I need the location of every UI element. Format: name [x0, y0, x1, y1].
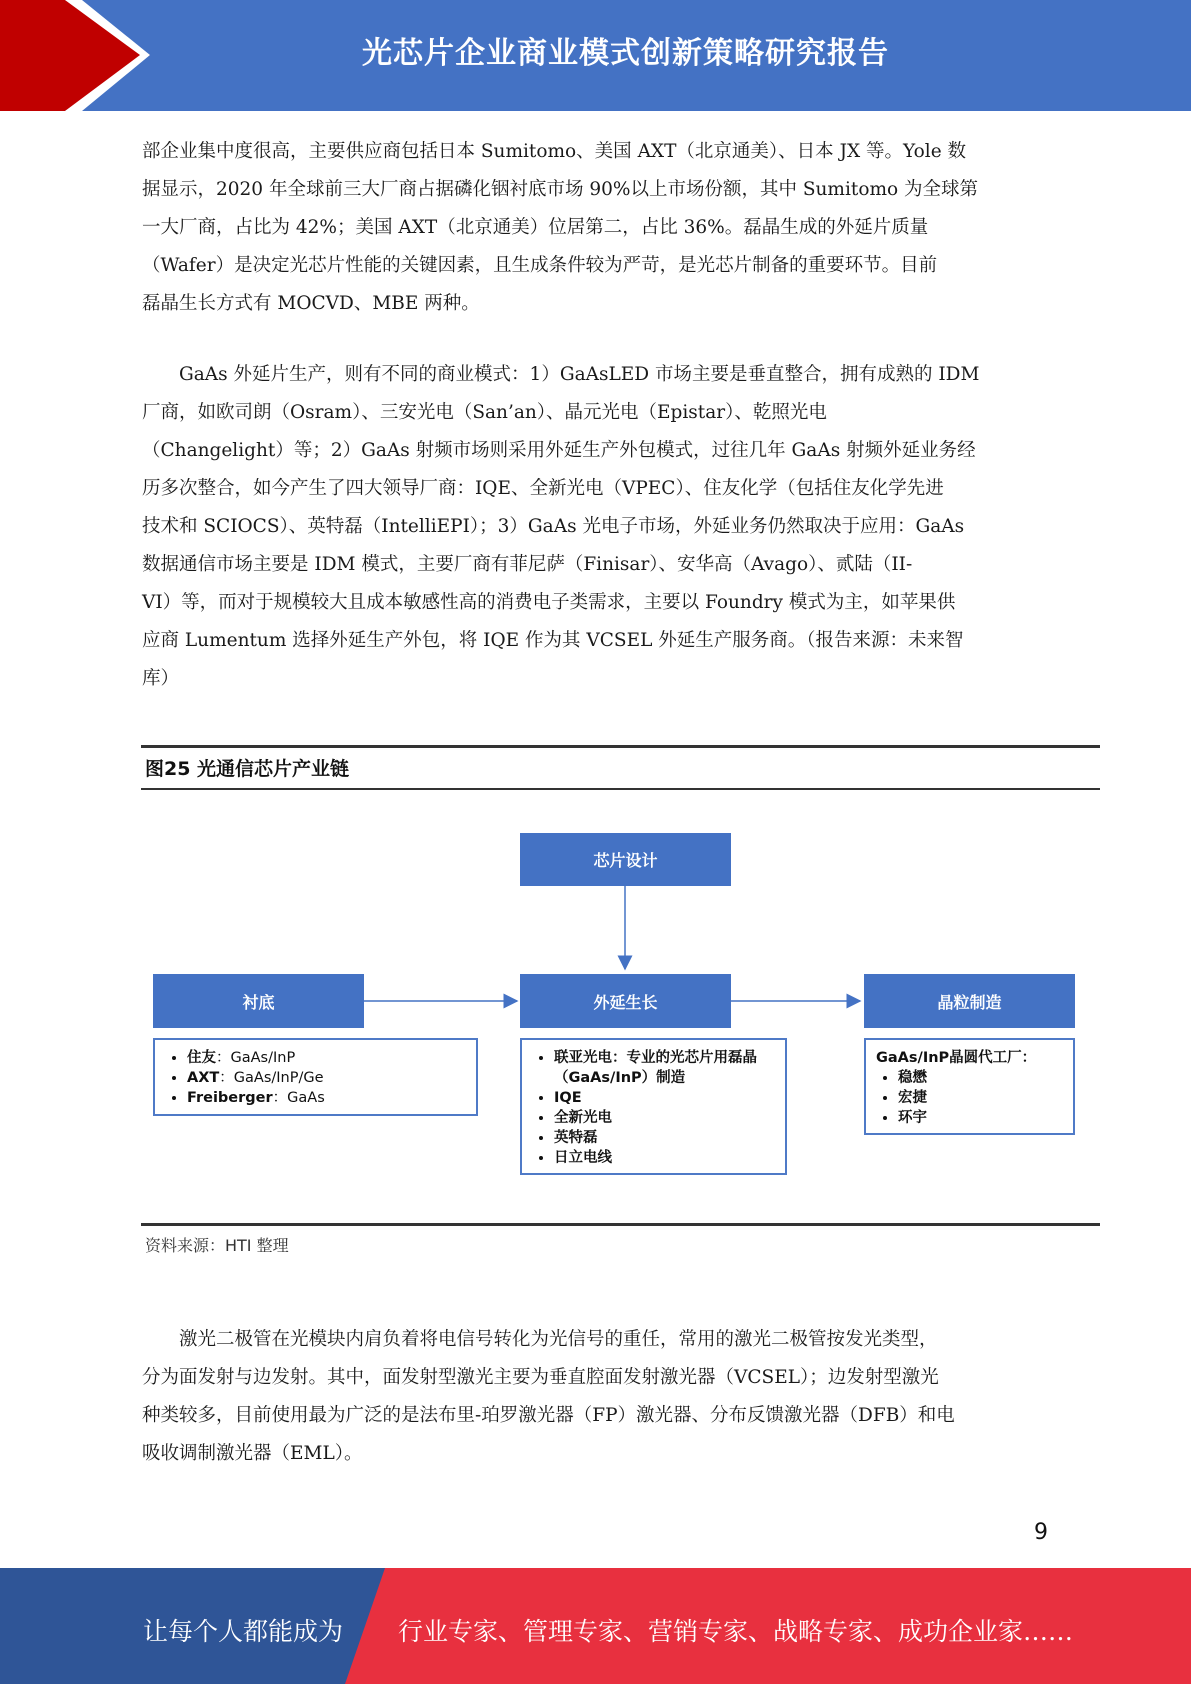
text-line: 据显示，2020 年全球前三大厂商占据磷化铟衬底市场 90%以上市场份额，其中 Sumitomo 为全球第	[142, 179, 979, 200]
text-line: 激光二极管在光模块内肩负着将电信号转化为光信号的重任，常用的激光二极管按发光类型，	[142, 1329, 938, 1350]
wafer-foundry-heading: GaAs/InP晶圆代工厂：	[876, 1050, 1037, 1066]
wafer-foundry-list	[864, 1038, 1075, 1135]
list-item: • 英特磊	[554, 1128, 775, 1148]
text-line: VI）等，而对于规模较大且成本敏感性高的消费电子类需求，主要以 Foundry 模式为主，如苹果供	[142, 592, 956, 613]
text-line: 库）	[142, 668, 180, 689]
text-line: （Changelight）等；2）GaAs 射频市场则采用外延生产外包模式，过往几年 GaAs 射频外延业务经	[142, 440, 976, 461]
page-footer	[0, 1568, 1191, 1684]
text-line: 数据通信市场主要是 IDM 模式，主要厂商有菲尼萨（Finisar）、安华高（Avago）、贰陆（II-	[142, 554, 913, 575]
text-line: 历多次整合，如今产生了四大领导厂商：IQE、全新光电（VPEC）、住友化学（包括住友化学先进	[142, 478, 944, 499]
text-line: 部企业集中度很高，主要供应商包括日本 Sumitomo、美国 AXT（北京通美）、日本 JX 等。Yole 数	[142, 141, 967, 162]
text-line: 吸收调制激光器（EML）。	[142, 1443, 363, 1464]
text-line: 磊晶生长方式有 MOCVD、MBE 两种。	[142, 293, 480, 314]
page-number: 9	[1034, 1520, 1048, 1545]
box-substrate: 衬底	[153, 974, 364, 1028]
list-item: • Freiberger：GaAs	[187, 1088, 466, 1108]
list-item: • 联亚光电：专业的光芯片用磊晶（GaAs/InP）制造	[554, 1048, 775, 1088]
footer-slogan-left: 让每个人都能成为	[143, 1617, 344, 1646]
text-line: 技术和 SCIOCS）、英特磊（IntelliEPI）；3）GaAs 光电子市场，外延业务仍然取决于应用：GaAs	[142, 516, 965, 537]
figure-source: 资料来源：HTI 整理	[145, 1236, 289, 1255]
text-line: （Wafer）是决定光芯片性能的关键因素，且生成条件较为严苛，是光芯片制备的重要环节。目前	[142, 255, 938, 276]
figure-bottom-rule	[141, 1223, 1100, 1226]
substrate-supplier-list	[153, 1038, 478, 1116]
text-line: 厂商，如欧司朗（Osram）、三安光电（San’an）、晶元光电（Epistar）、乾照光电	[142, 402, 827, 423]
list-item: • 全新光电	[554, 1108, 775, 1128]
list-item: • 住友：GaAs/InP	[187, 1048, 466, 1068]
header-title: 光芯片企业商业模式创新策略研究报告	[362, 36, 889, 71]
list-item: • 日立电线	[554, 1148, 775, 1168]
box-chip-design: 芯片设计	[520, 833, 731, 886]
figure-title: 图25 光通信芯片产业链	[145, 758, 350, 780]
list-item: • IQE	[554, 1088, 775, 1108]
text-line: 分为面发射与边发射。其中，面发射型激光主要为垂直腔面发射激光器（VCSEL）；边发射型激光	[142, 1367, 939, 1388]
text-line: 应商 Lumentum 选择外延生产外包，将 IQE 作为其 VCSEL 外延生产服务商。（报告来源：未来智	[142, 630, 964, 651]
list-item: • 稳懋	[898, 1068, 1063, 1088]
box-wafer-manufacturing: 晶粒制造	[864, 974, 1075, 1028]
list-item: • 环宇	[898, 1108, 1063, 1128]
box-epitaxy: 外延生长	[520, 974, 731, 1028]
footer-slogan-right: 行业专家、管理专家、营销专家、战略专家、成功企业家……	[398, 1617, 1074, 1646]
paragraph-3	[142, 1321, 1047, 1473]
list-item: • 宏捷	[898, 1088, 1063, 1108]
text-line: GaAs 外延片生产，则有不同的商业模式：1）GaAsLED 市场主要是垂直整合，拥有成熟的 IDM	[142, 364, 980, 385]
text-line: 种类较多，目前使用最为广泛的是法布里-珀罗激光器（FP）激光器、分布反馈激光器（DFB）和电	[142, 1405, 955, 1426]
text-line: 一大厂商，占比为 42%；美国 AXT（北京通美）位居第二，占比 36%。磊晶生成的外延片质量	[142, 217, 929, 238]
epitaxy-supplier-list	[520, 1038, 787, 1175]
list-item: • AXT：GaAs/InP/Ge	[187, 1068, 466, 1088]
